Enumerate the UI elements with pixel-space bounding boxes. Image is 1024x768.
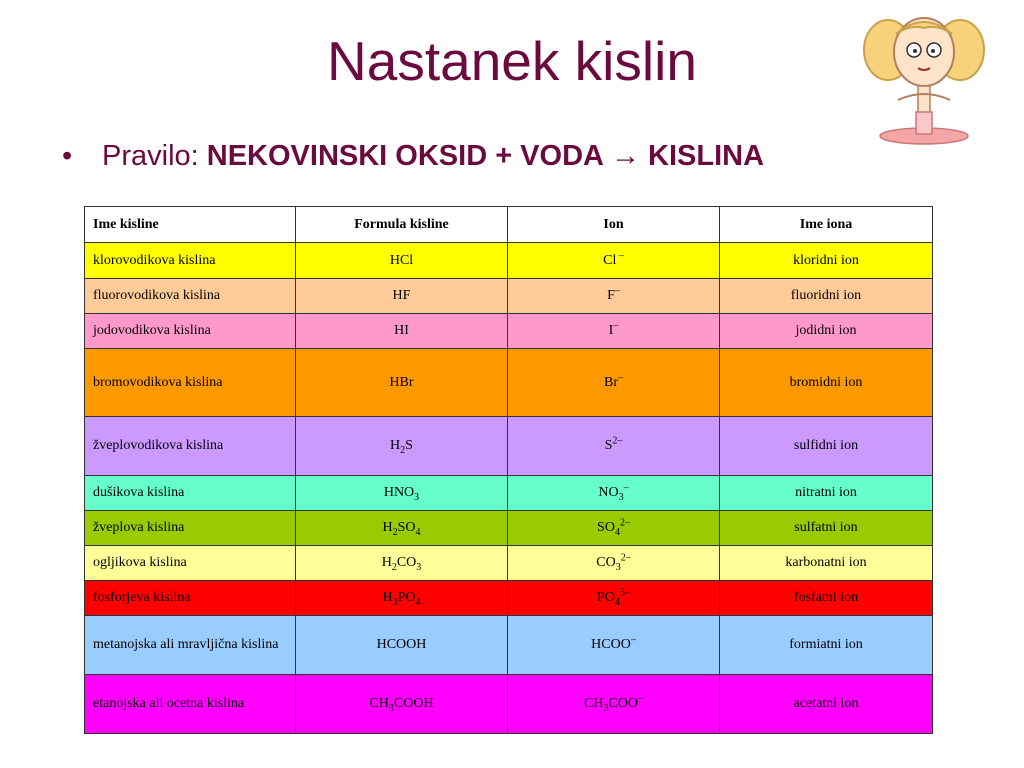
- rule-label: Pravilo:: [102, 140, 207, 172]
- ion-cell: I–: [508, 314, 720, 349]
- table-row: [85, 546, 933, 581]
- ion-cell: $CH_3COO^-$: [508, 675, 720, 734]
- acid-formula-cell: $H_2SO_4$: [296, 511, 508, 546]
- ion-name-cell: jodidni ion: [720, 314, 933, 349]
- acid-formula-cell: $H_2S$: [296, 417, 508, 476]
- table-row: [85, 279, 933, 314]
- acid-formula-cell: $HNO_3$: [296, 476, 508, 511]
- ion-name-cell: bromidni ion: [720, 349, 933, 417]
- ion-name-cell: nitratni ion: [720, 476, 933, 511]
- bullet-dot-icon: •: [62, 140, 73, 172]
- ion-cell: F–: [508, 279, 720, 314]
- acid-name-cell: etanojska ali ocetna kislina: [85, 675, 296, 734]
- ion-name-cell: sulfatni ion: [720, 511, 933, 546]
- table-row: [85, 511, 933, 546]
- acid-formula-cell: HI: [296, 314, 508, 349]
- table-header-row: [85, 207, 933, 243]
- acid-name-cell: jodovodikova kislina: [85, 314, 296, 349]
- header-ion: Ion: [508, 207, 720, 243]
- table-row: [85, 417, 933, 476]
- header-acid-formula: Formula kisline: [296, 207, 508, 243]
- table-row: [85, 581, 933, 616]
- cartoon-girl-icon: [862, 8, 986, 146]
- acid-formula-cell: HBr: [296, 349, 508, 417]
- table-row: [85, 349, 933, 417]
- ion-cell: $SO_4^{2-}$: [508, 511, 720, 546]
- rule-text: NEKOVINSKI OKSID + VODA → KISLINA: [206, 140, 765, 172]
- table-row: [85, 616, 933, 675]
- ion-cell: Cl –: [508, 243, 720, 279]
- ion-cell: $S^{2-}$: [508, 417, 720, 476]
- acids-table: [84, 206, 933, 734]
- acid-formula-cell: $CH_3COOH$: [296, 675, 508, 734]
- ion-name-cell: formiatni ion: [720, 616, 933, 675]
- ion-cell: $PO_4^{3-}$: [508, 581, 720, 616]
- acid-formula-cell: $H_3PO_4$: [296, 581, 508, 616]
- ion-cell: $CO_3^{2-}$: [508, 546, 720, 581]
- acid-formula-cell: HF: [296, 279, 508, 314]
- header-ion-name: Ime iona: [720, 207, 933, 243]
- slide-title: Nastanek kislin: [327, 30, 697, 92]
- table-row: [85, 476, 933, 511]
- ion-name-cell: sulfidni ion: [720, 417, 933, 476]
- acid-name-cell: dušikova kislina: [85, 476, 296, 511]
- table-row: [85, 675, 933, 734]
- ion-name-cell: kloridni ion: [720, 243, 933, 279]
- ion-name-cell: fluoridni ion: [720, 279, 933, 314]
- acid-name-cell: metanojska ali mravljična kislina: [85, 616, 296, 675]
- acid-formula-cell: HCOOH: [296, 616, 508, 675]
- ion-name-cell: fosfatni ion: [720, 581, 933, 616]
- acid-name-cell: bromovodikova kislina: [85, 349, 296, 417]
- acid-formula-cell: HCl: [296, 243, 508, 279]
- ion-cell: Br–: [508, 349, 720, 417]
- ion-cell: HCOO–: [508, 616, 720, 675]
- acid-name-cell: ogljikova kislina: [85, 546, 296, 581]
- table-row: [85, 314, 933, 349]
- ion-name-cell: acetatni ion: [720, 675, 933, 734]
- acid-name-cell: fosforjeva kislina: [85, 581, 296, 616]
- header-acid-name: Ime kisline: [85, 207, 296, 243]
- ion-cell: $NO_3^-$: [508, 476, 720, 511]
- acid-name-cell: žveplova kislina: [85, 511, 296, 546]
- acid-name-cell: fluorovodikova kislina: [85, 279, 296, 314]
- acid-formula-cell: $H_2CO_3$: [296, 546, 508, 581]
- table-row: [85, 243, 933, 279]
- rule-bullet: [62, 140, 764, 173]
- ion-name-cell: karbonatni ion: [720, 546, 933, 581]
- acid-name-cell: žveplovodikova kislina: [85, 417, 296, 476]
- acid-name-cell: klorovodikova kislina: [85, 243, 296, 279]
